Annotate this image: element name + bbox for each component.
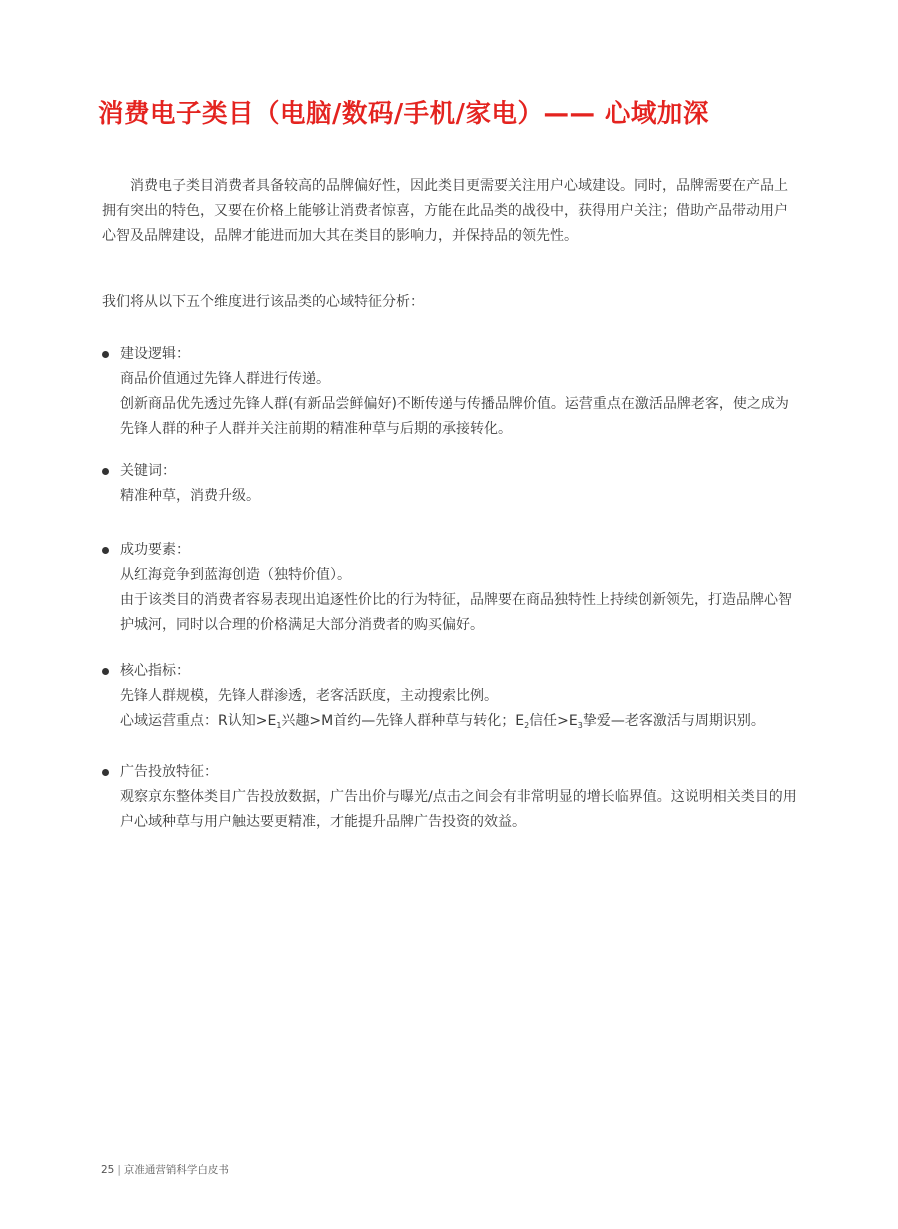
metrics-text-part: 信任>E (529, 713, 578, 729)
section-text: 商品价值通过先锋人群进行传递。 (120, 371, 330, 387)
lead-paragraph: 我们将从以下五个维度进行该品类的心域特征分析： (102, 294, 424, 310)
publication-name: 京准通营销科学白皮书 (123, 1164, 229, 1176)
page-title: 消费电子类目（电脑/数码/手机/家电）—— 心域加深 (98, 99, 709, 129)
section-logic (102, 342, 802, 442)
bullet-icon (102, 547, 109, 554)
page-footer (101, 1162, 229, 1177)
intro-paragraph: 消费电子类目消费者具备较高的品牌偏好性，因此类目更需要关注用户心域建设。同时，品牌需要在产品上拥有突出的特色，又要在价格上能够让消费者惊喜，方能在此品类的战役中，获得用户关注；借助产品带动用户心智及品牌建设，品牌才能进而加大其在类目的影响力，并保持品的领先性。 (102, 178, 788, 244)
bullet-icon (102, 351, 109, 358)
metrics-text-part: 挚爱—老客激活与周期识别。 (582, 713, 765, 729)
section-text: 精准种草，消费升级。 (120, 488, 260, 504)
section-text: 观察京东整体类目广告投放数据，广告出价与曝光/点击之间会有非常明显的增长临界值。这说明相关类目的用户心域种草与用户触达要更精准，才能提升品牌广告投资的效益。 (120, 789, 797, 830)
section-title: 核心指标： (120, 663, 190, 679)
section-keywords (102, 459, 802, 509)
section-success (102, 538, 802, 638)
metrics-text-part: 心域运营重点：R认知>E (120, 713, 277, 729)
section-title: 建设逻辑： (120, 346, 190, 362)
section-text: 创新商品优先透过先锋人群(有新品尝鲜偏好)不断传递与传播品牌价值。运营重点在激活品牌老客，使之成为先锋人群的种子人群并关注前期的精准种草与后期的承接转化。 (120, 396, 789, 437)
bullet-icon (102, 468, 109, 475)
page-number: 25 (101, 1164, 115, 1176)
metrics-text-part: 兴趣>M首约—先锋人群种草与转化；E (281, 713, 525, 729)
section-text: 从红海竞争到蓝海创造（独特价值）。 (120, 567, 351, 583)
subscript: 2 (524, 721, 530, 730)
section-title: 广告投放特征： (120, 764, 218, 780)
section-text: 由于该类目的消费者容易表现出追逐性价比的行为特征，品牌要在商品独特性上持续创新领先，打造品牌心智护城河，同时以合理的价格满足大部分消费者的购买偏好。 (120, 592, 792, 633)
section-text: 先锋人群规模，先锋人群渗透，老客活跃度，主动搜索比例。 (120, 688, 498, 704)
bullet-icon (102, 668, 109, 675)
section-title: 关键词： (120, 463, 176, 479)
section-title: 成功要素： (120, 542, 190, 558)
subscript: 1 (276, 721, 282, 730)
bullet-icon (102, 769, 109, 776)
section-metrics (102, 659, 802, 734)
section-ads (102, 760, 802, 835)
subscript: 3 (577, 721, 583, 730)
footer-separator: | (117, 1164, 121, 1176)
section-text (120, 709, 802, 734)
